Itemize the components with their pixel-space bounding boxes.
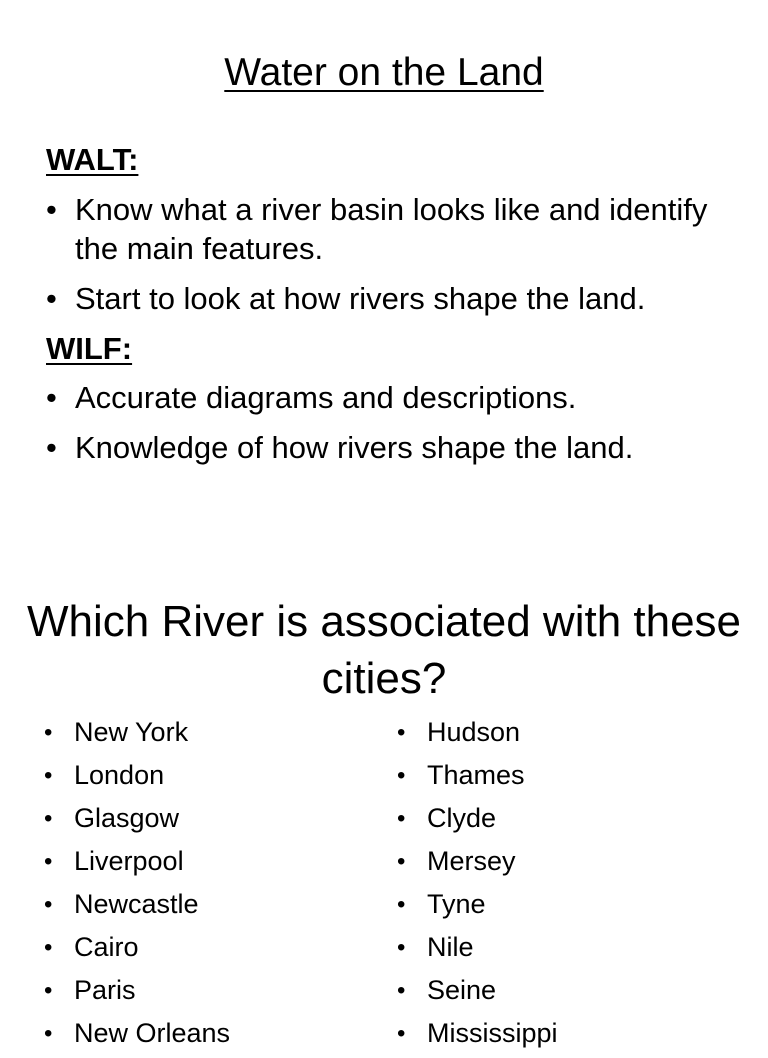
city-name: Cairo (74, 932, 139, 962)
list-item (46, 190, 746, 268)
list-item (44, 714, 230, 757)
bullet-icon: • (44, 848, 53, 875)
bullet-icon: • (397, 719, 406, 746)
question-title: Which River is associated with these cities? (26, 597, 742, 703)
river-name: Seine (427, 975, 497, 1005)
list-item (397, 714, 558, 757)
city-name: New York (74, 717, 189, 747)
list-item (44, 757, 230, 800)
river-name: Mississippi (427, 1018, 558, 1048)
walt-heading: WALT: (46, 142, 139, 177)
city-name: Paris (74, 975, 136, 1005)
bullet-icon: • (46, 380, 57, 415)
list-item (44, 800, 230, 843)
bullet-icon: • (397, 934, 406, 961)
rivers-list (397, 714, 558, 1058)
slide-water-on-the-land (0, 0, 768, 520)
wilf-heading: WILF: (46, 331, 133, 366)
bullet-icon: • (397, 805, 406, 832)
bullet-icon: • (397, 1020, 406, 1047)
city-name: New Orleans (74, 1018, 231, 1048)
bullet-icon: • (397, 848, 406, 875)
list-item (44, 1015, 230, 1058)
list-item (44, 886, 230, 929)
list-item (44, 972, 230, 1015)
list-item (46, 279, 746, 318)
bullet-icon: • (397, 762, 406, 789)
bullet-icon: • (44, 1020, 53, 1047)
city-name: Liverpool (74, 846, 184, 876)
bullet-icon: • (44, 934, 53, 961)
walt-item-text: Start to look at how rivers shape the land. (75, 281, 646, 316)
bullet-icon: • (397, 891, 406, 918)
list-item (397, 886, 558, 929)
list-item (397, 757, 558, 800)
wilf-list (46, 378, 746, 467)
city-name: London (74, 760, 165, 790)
river-name: Clyde (427, 803, 497, 833)
river-name: Mersey (427, 846, 516, 876)
river-name: Tyne (427, 889, 486, 919)
page-title: Water on the Land (224, 51, 544, 94)
bullet-icon: • (46, 430, 57, 465)
bullet-icon: • (44, 977, 53, 1004)
wilf-item-text: Accurate diagrams and descriptions. (75, 380, 577, 415)
river-name: Thames (427, 760, 525, 790)
list-item (397, 800, 558, 843)
list-item (397, 929, 558, 972)
bullet-icon: • (44, 891, 53, 918)
bullet-icon: • (44, 762, 53, 789)
river-name: Hudson (427, 717, 521, 747)
bullet-icon: • (44, 719, 53, 746)
cities-list (44, 714, 230, 1058)
bullet-icon: • (46, 281, 57, 316)
city-name: Newcastle (74, 889, 199, 919)
list-item (46, 378, 746, 417)
list-item (397, 1015, 558, 1058)
bullet-icon: • (44, 805, 53, 832)
wilf-item-text: Knowledge of how rivers shape the land. (75, 430, 634, 465)
list-item (397, 972, 558, 1015)
river-name: Nile (427, 932, 474, 962)
city-name: Glasgow (74, 803, 180, 833)
list-item (44, 929, 230, 972)
list-item (44, 843, 230, 886)
bullet-icon: • (397, 977, 406, 1004)
bullet-icon: • (46, 192, 57, 227)
list-item (46, 428, 746, 467)
walt-item-text: Know what a river basin looks like and identify the main features. (75, 192, 708, 266)
walt-list (46, 190, 746, 318)
list-item (397, 843, 558, 886)
